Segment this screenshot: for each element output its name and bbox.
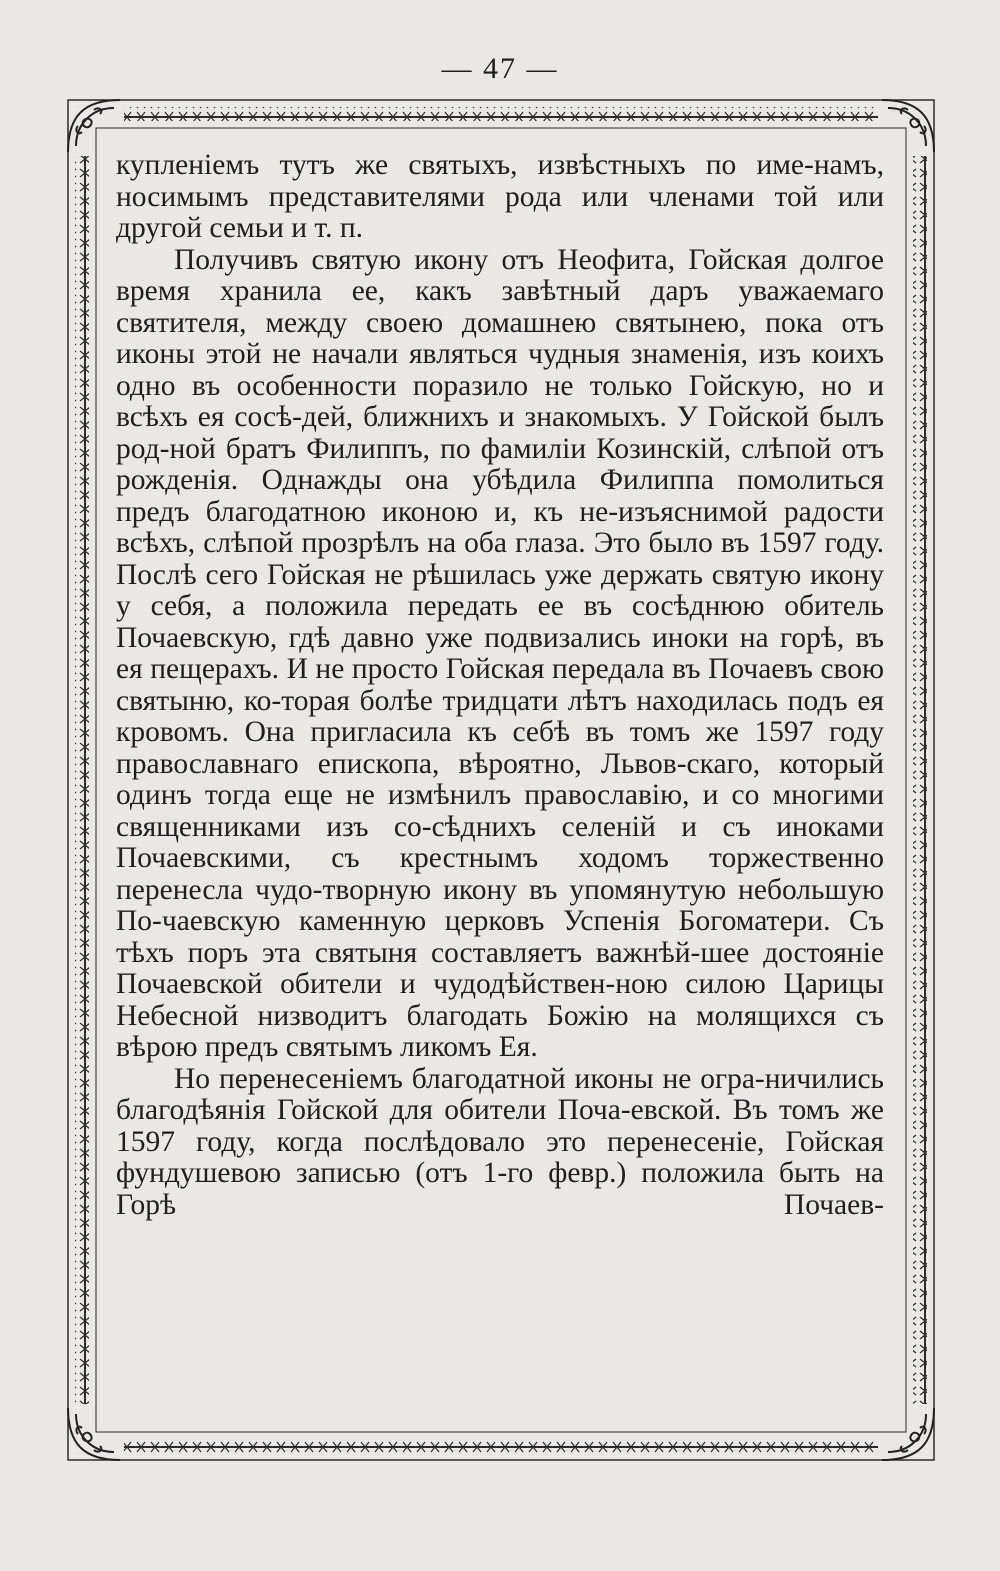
ornamental-corner-icon	[64, 1404, 124, 1464]
page-number: — 47 —	[441, 52, 559, 85]
paragraph: Получивъ святую икону отъ Неофита, Гойская долгое время хранила ее, какъ завѣтный даръ уважаемаго святителя, между своею домашнею святынею, пока отъ иконы этой не начали являться чудныя знаменія, изъ коихъ одно въ особенности поразило не только Гойскую, но и всѣхъ ея сосѣ-дей, ближнихъ и знакомыхъ. У Гойской былъ род-ной братъ Филиппъ, по фамиліи Козинскій, слѣпой отъ рожденія. Однажды она убѣдила Филиппа помолиться предъ благодатною иконою и, къ не-изъяснимой радости всѣхъ, слѣпой прозрѣлъ на оба глаза. Это было въ 1597 году. Послѣ сего Гойская не рѣшилась уже держать святую икону у себя, а положила передать ее въ сосѣднюю обитель Почаевскую, гдѣ давно уже подвизались иноки на горѣ, въ ея пещерахъ. И не просто Гойская передала въ Почаевъ свою святыню, ко-торая болѣе тридцати лѣтъ находилась подъ ея кровомъ. Она пригласила къ себѣ въ томъ же 1597 году православнаго епископа, вѣроятно, Львов-скаго, который одинъ тогда еще не измѣнилъ православію, и со многими священниками изъ со-сѣднихъ селеній и съ иноками Почаевскими, съ крестнымъ ходомъ торжественно перенесла чудо-творную икону въ упомянутую небольшую По-чаевскую каменную церковъ Успенія Богоматери. Съ тѣхъ поръ эта святыня составляетъ важнѣй-шее достояніе Почаевской обители и чудодѣйствен-ною силою Царицы Небесной низводитъ благодать Божію на молящихся съ вѣрою предъ святымъ ликомъ Ея.	[116, 243, 884, 1063]
body-text	[116, 150, 884, 1221]
ornamental-corner-icon	[878, 96, 938, 156]
paragraph: купленіемъ тутъ же святыхъ, извѣстныхъ по име-намъ, носимымъ представителями рода или членами той или другой семьи и т. п.	[116, 149, 884, 244]
ornamental-corner-icon	[64, 96, 124, 156]
ornamental-corner-icon	[878, 1404, 938, 1464]
paragraph: Но перенесеніемъ благодатной иконы не огра-ничились благодѣянія Гойской для обители Поча-евской. Въ томъ же 1597 году, когда послѣдовало это перенесеніе, Гойская фундушевою записью (отъ 1-го февр.) положила быть на Горѣ Почаев-	[116, 1062, 884, 1221]
